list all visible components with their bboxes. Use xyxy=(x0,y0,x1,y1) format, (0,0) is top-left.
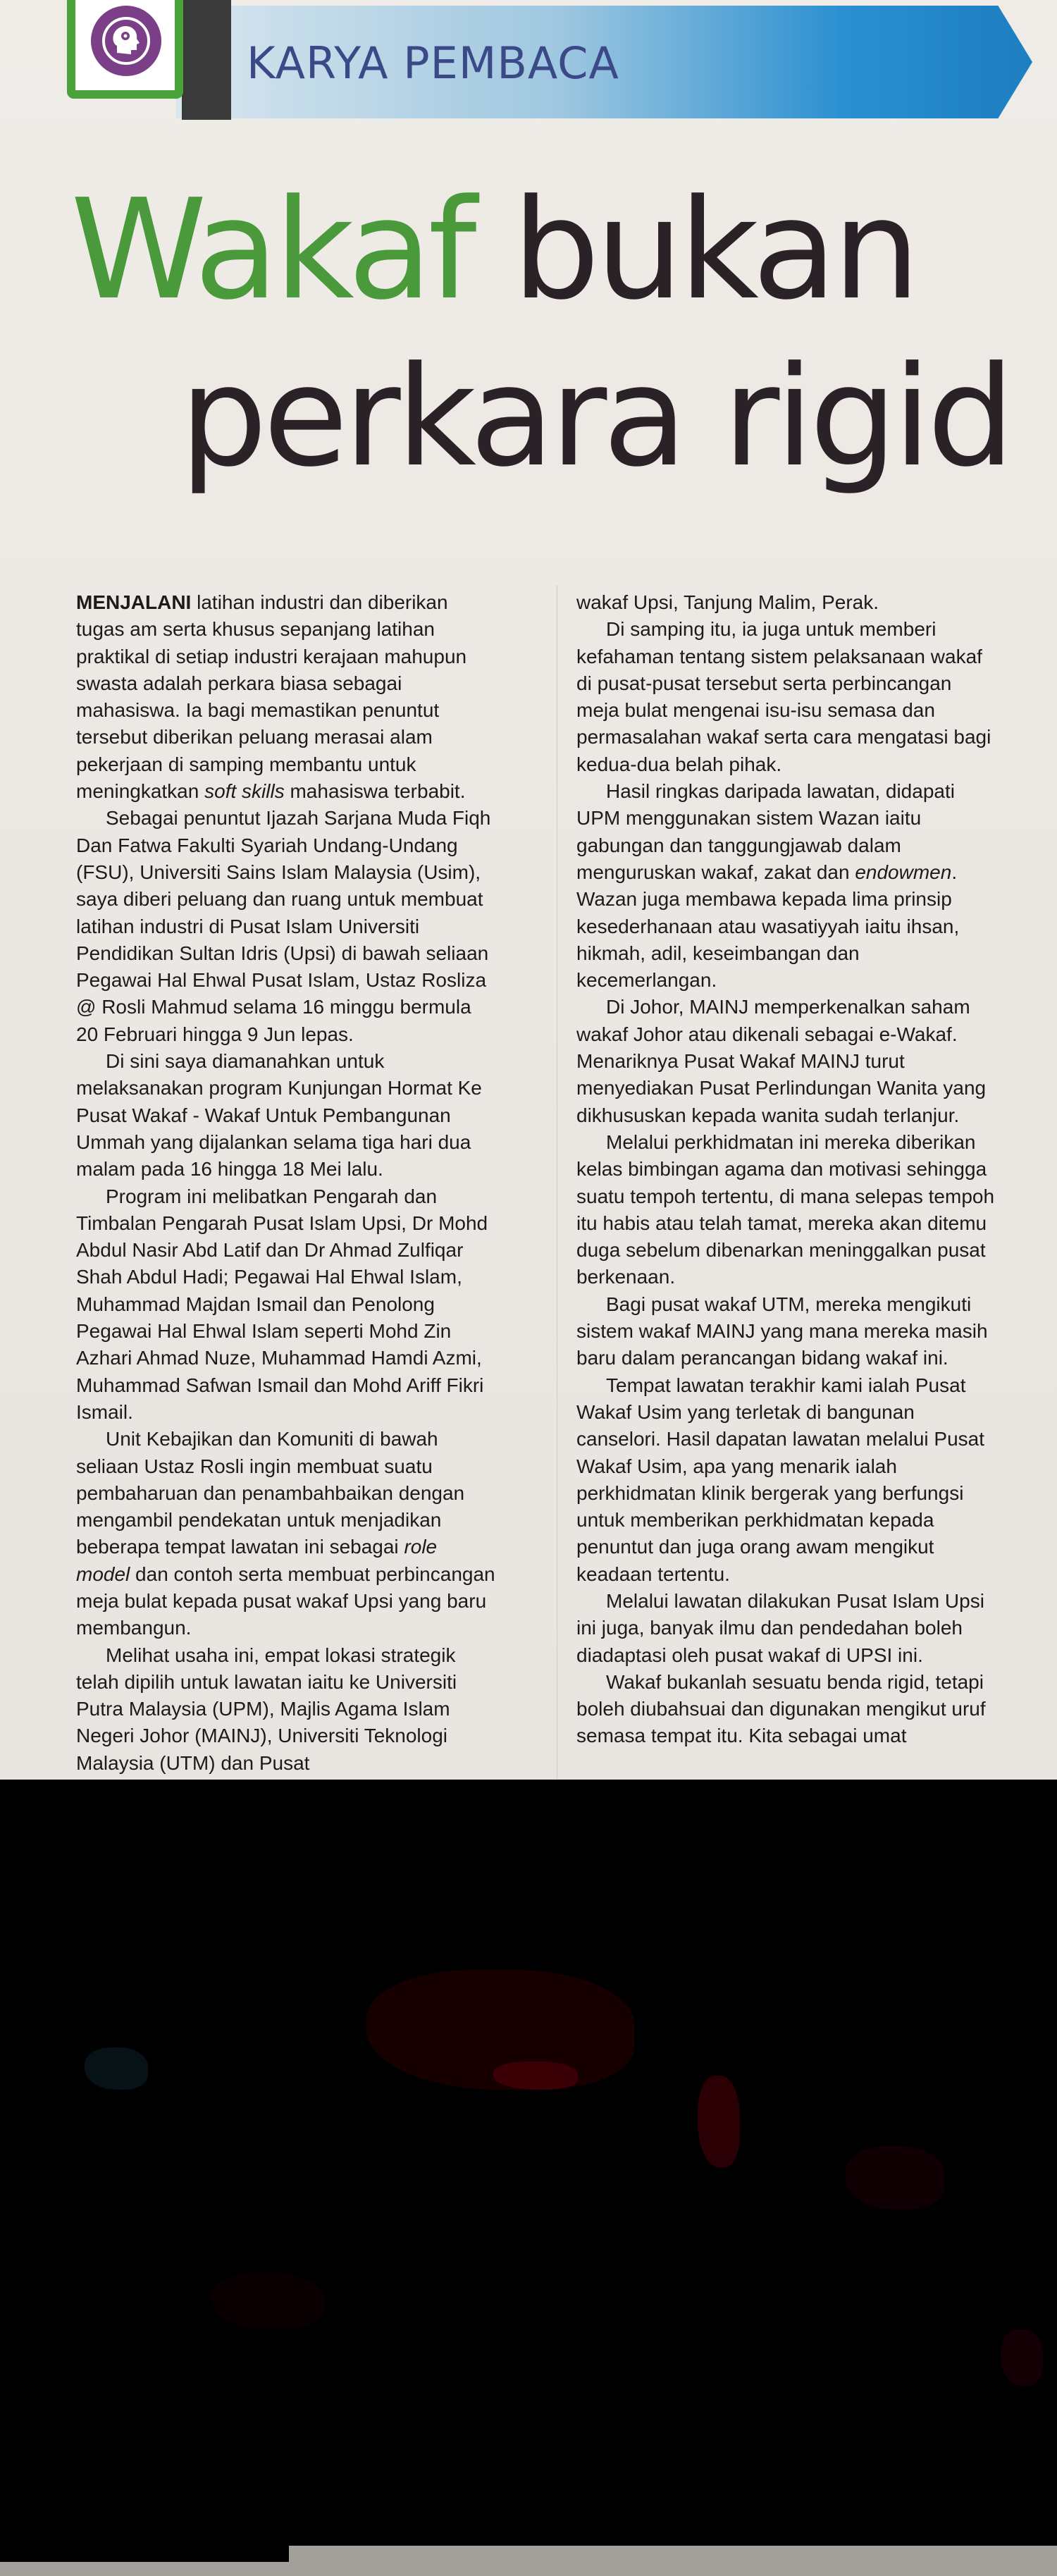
article-paragraph: Di samping itu, ia juga untuk memberi kefahaman tentang sistem pelaksanaan wakaf di pusat-pusat tersebut serta perbincangan meja bulat mengenai isu-isu semasa dan permasalahan wakaf serta cara mengatasi bagi kedua-dua belah pihak. xyxy=(576,618,991,775)
headline-word: bukan xyxy=(512,170,916,331)
head-profile-icon xyxy=(91,6,161,76)
article-column-left xyxy=(76,589,495,1779)
article-paragraph: Wakaf bukanlah sesuatu benda rigid, tetapi boleh diubahsuai dan digunakan mengikut uruf semasa tempat itu. Kita sebagai umat xyxy=(576,1670,986,1747)
headline-green-word: Wakaf xyxy=(70,170,473,331)
article-paragraph: wakaf Upsi, Tanjung Malim, Perak. xyxy=(576,591,879,613)
article-paragraph: Di sini saya diamanahkan untuk melaksanakan program Kunjungan Hormat Ke Pusat Wakaf - Wakaf Untuk Pembangunan Ummah yang dijalankan selama tiga hari dua malam pada 16 hingga 18 Mei lalu. xyxy=(76,1050,482,1181)
article-paragraph: Melalui perkhidmatan ini mereka diberikan kelas bimbingan agama dan motivasi sehingga suatu tempoh tertentu, di mana selepas tempoh itu habis atau telah tamat, mereka akan ditemu duga sebelum dibenarkan meninggalkan pusat berkenaan. xyxy=(576,1130,995,1288)
article-paragraph: Unit Kebajikan dan Komuniti di bawah seliaan Ustaz Rosli ingin membuat suatu pembaharuan dan penambahbaikan dengan mengambil pendekatan untuk menjadikan beberapa tempat lawatan ini sebagai role model dan contoh serta membuat perbincangan meja bulat kepada pusat wakaf Upsi yang baru membangun. xyxy=(76,1428,495,1639)
article-paragraph: Program ini melibatkan Pengarah dan Timbalan Pengarah Pusat Islam Upsi, Dr Mohd Abdul Nasir Abd Latif dan Dr Ahmad Zulfiqar Shah Abdul Hadi; Pegawai Hal Ehwal Islam, Muhammad Majdan Ismail dan Penolong Pegawai Hal Ehwal Islam seperti Mohd Zin Azhari Ahmad Nuze, Muhammad Hamdi Azmi, Muhammad Safwan Ismail dan Mohd Ariff Fikri Ismail. xyxy=(76,1185,488,1423)
section-label: KARYA PEMBACA xyxy=(247,37,619,89)
article-paragraph: MENJALANI latihan industri dan diberikan tugas am serta khusus sepanjang latihan praktikal di setiap industri kerajaan mahupun swasta adalah perkara biasa sebagai mahasiswa. Ia bagi memastikan penuntut tersebut diberikan peluang merasai alam pekerjaan di samping membantu untuk meningkatkan soft skills mahasiswa terbabit. xyxy=(76,591,467,803)
article-paragraph: Sebagai penuntut Ijazah Sarjana Muda Fiqh Dan Fatwa Fakulti Syariah Undang-Undang (FSU), Universiti Sains Islam Malaysia (Usim), saya diberi peluang dan ruang untuk membuat latihan industri di Pusat Islam Universiti Pendidikan Sultan Idris (Upsi) di bawah seliaan Pegawai Hal Ehwal Pusat Islam, Ustaz Rosliza @ Rosli Mahmud selama 16 minggu bermula 20 Februari hingga 9 Jun lepas. xyxy=(76,807,491,1045)
headline-line-2: perkara rigid xyxy=(180,337,1011,498)
photo-shape xyxy=(211,2273,324,2329)
photo-shape xyxy=(698,2076,740,2167)
photo-shape xyxy=(1001,2329,1043,2386)
article-paragraph: Hasil ringkas daripada lawatan, didapati UPM menggunakan sistem Wazan iaitu gabungan dan tanggungjawab dalam menguruskan wakaf, zakat dan endowmen. Wazan juga membawa kepada lima prinsip kesederhanaan atau wasatiyyah iaitu ihsan, hikmah, adil, keseimbangan dan kecemerlangan. xyxy=(576,780,960,992)
article-photo xyxy=(0,1780,1057,2551)
article-paragraph: Melihat usaha ini, empat lokasi strategik telah dipilih untuk lawatan iaitu ke Universiti Putra Malaysia (UPM), Majlis Agama Islam Negeri Johor (MAINJ), Universiti Teknologi Malaysia (UTM) dan Pusat xyxy=(76,1644,457,1774)
photo-shape xyxy=(493,2062,578,2090)
photo-shape xyxy=(85,2047,148,2090)
article-paragraph: Tempat lawatan terakhir kami ialah Pusat Wakaf Usim yang terletak di bangunan canselori. Hasil dapatan lawatan melalui Pusat Wakaf Usim, apa yang menarik ialah perkhidmatan klinik bergerak yang berfungsi untuk memberikan perkhidmatan kepada penuntut dan juga orang awam mengikut keadaan tertentu. xyxy=(576,1374,984,1585)
photo-shape xyxy=(846,2146,944,2210)
article-paragraph: Melalui lawatan dilakukan Pusat Islam Upsi ini juga, banyak ilmu dan pendedahan boleh diadaptasi oleh pusat wakaf di UPSI ini. xyxy=(576,1589,984,1666)
date-strip xyxy=(70,116,282,135)
section-logo xyxy=(67,0,183,99)
lead-word: MENJALANI xyxy=(76,591,192,613)
article-paragraph: Di Johor, MAINJ memperkenalkan saham wakaf Johor atau dikenali sebagai e-Wakaf. Menariknya Pusat Wakaf MAINJ turut menyediakan Pusat Perlindungan Wanita yang dikhususkan kepada wanita sudah terlanjur. xyxy=(576,996,987,1126)
article-paragraph: Bagi pusat wakaf UTM, mereka mengikuti sistem wakaf MAINJ yang mana mereka masih baru dalam perancangan bidang wakaf ini. xyxy=(576,1293,988,1369)
logo-shadow-stripe xyxy=(182,0,231,120)
page-bottom-strip-dark xyxy=(0,2546,289,2562)
article-column-right xyxy=(576,589,996,1779)
headline-line-1 xyxy=(70,169,1001,331)
